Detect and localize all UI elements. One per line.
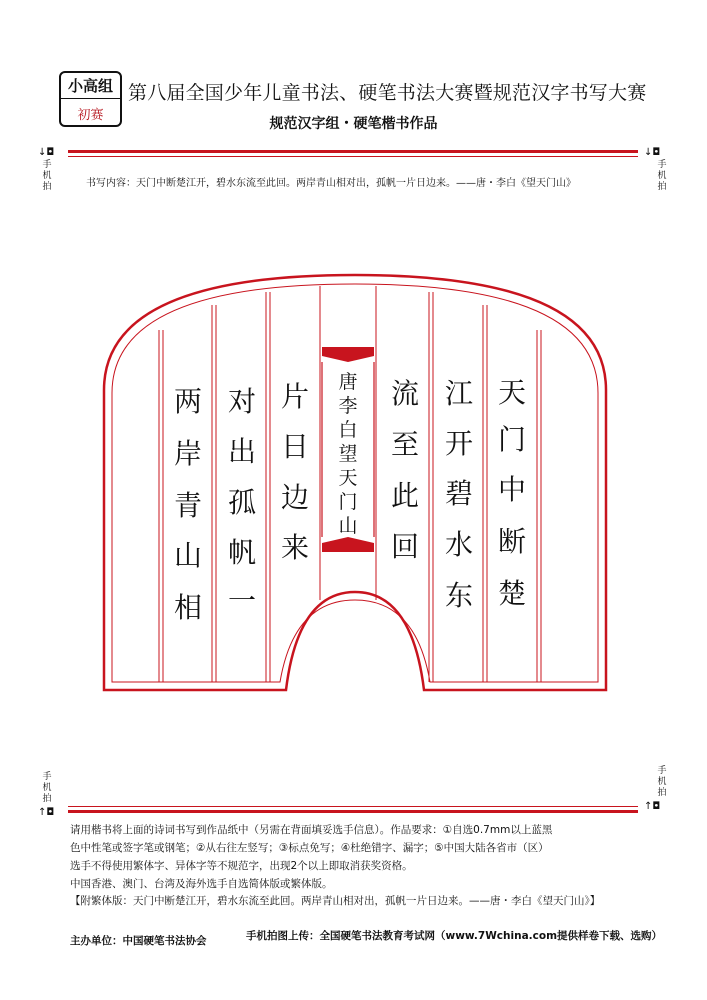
poem-char: 孤 [227,486,256,519]
bottom-red-rule [68,810,638,813]
bottom-thin-rule [68,806,638,807]
poem-char: 水 [444,528,473,561]
poem-char: 来 [280,531,309,564]
poem-char: 此 [390,479,419,512]
poem-char: 开 [444,427,473,460]
poem-char: 片 [280,380,309,413]
poem-char: 对 [227,385,256,418]
stage-label: 初赛 [77,108,104,123]
inscription-char: 望 [338,443,358,465]
phone-shoot-label-bottom-left: 手机拍 [42,772,52,804]
poem-char: 门 [497,423,526,456]
poem-char: 帆 [227,536,256,569]
poem-char: 断 [497,525,526,558]
camera-icon: ↓◘ [644,147,661,158]
poem-char: 边 [280,481,309,514]
inscription-char: 山 [338,515,358,537]
instructions-line-3: 选手不得使用繁体字、异体字等不规范字，出现2个以上即取消获奖资格。 [70,860,413,872]
page-subtitle: 规范汉字组・硬笔楷书作品 [269,116,438,132]
poem-char: 流 [390,377,419,410]
inscription-panel [322,347,374,552]
page-title: 第八届全国少年儿童书法、硬笔书法大赛暨规范汉字书写大赛 [128,82,647,104]
poem-char: 天 [497,376,526,409]
poem-char: 东 [444,579,473,612]
poem-char: 两 [173,385,202,418]
poem-char: 楚 [497,577,526,610]
inscription-char: 唐 [338,371,358,393]
instructions-line-4: 中国香港、澳门、台湾及海外选手自选简体版或繁体版。 [70,878,333,890]
phone-shoot-label-top-left: 手机拍 [42,160,52,192]
inscription-char: 天 [338,467,358,489]
poem-char: 一 [227,584,256,617]
camera-icon: ↑◘ [38,807,55,818]
poem-char: 至 [390,428,419,461]
camera-icon: ↓◘ [38,147,55,158]
traditional-version-note: 【附繁体版：天门中断楚江开，碧水东流至此回。两岸青山相对出，孤帆一片日边来。——唐・李白《望天门山》】 [70,895,601,907]
poem-char: 出 [227,435,256,468]
inscription-char: 门 [338,491,358,513]
writing-content: 书写内容：天门中断楚江开，碧水东流至此回。两岸青山相对出，孤帆一片日边来。——唐・李白《望天门山》 [86,178,576,189]
instructions-line-2: 色中性笔或签字笔或钢笔；②从右往左竖写；③标点免写；④杜绝错字、漏字；⑤中国大陆各省市（区） [70,842,549,854]
poem-char: 青 [173,489,202,522]
camera-icon: ↑◘ [644,801,661,812]
poem-char: 山 [173,539,202,572]
poem-char: 相 [173,591,202,624]
instructions-line-1: 请用楷书将上面的诗词书写到作品纸中（另需在背面填妥选手信息）。作品要求：①自选0.7mm以上蓝黑 [70,824,553,836]
phone-shoot-label-top-right: 手机拍 [657,160,667,192]
poem-char: 江 [444,377,473,410]
poem-char: 碧 [444,477,473,510]
poem-char: 回 [390,530,419,563]
poem-char: 日 [280,430,309,463]
inscription-char: 李 [338,395,358,417]
poem-char: 岸 [173,437,202,470]
organizer: 主办单位：中国硬笔书法协会 [70,935,207,947]
phone-shoot-label-bottom-right: 手机拍 [657,766,667,798]
group-label: 小高组 [67,77,113,95]
upload-info: 手机拍图上传：全国硬笔书法教育考试网（www.7Wchina.com提供样卷下载、选购） [246,930,663,942]
inscription-char: 白 [338,419,358,441]
poem-char: 中 [497,473,526,506]
